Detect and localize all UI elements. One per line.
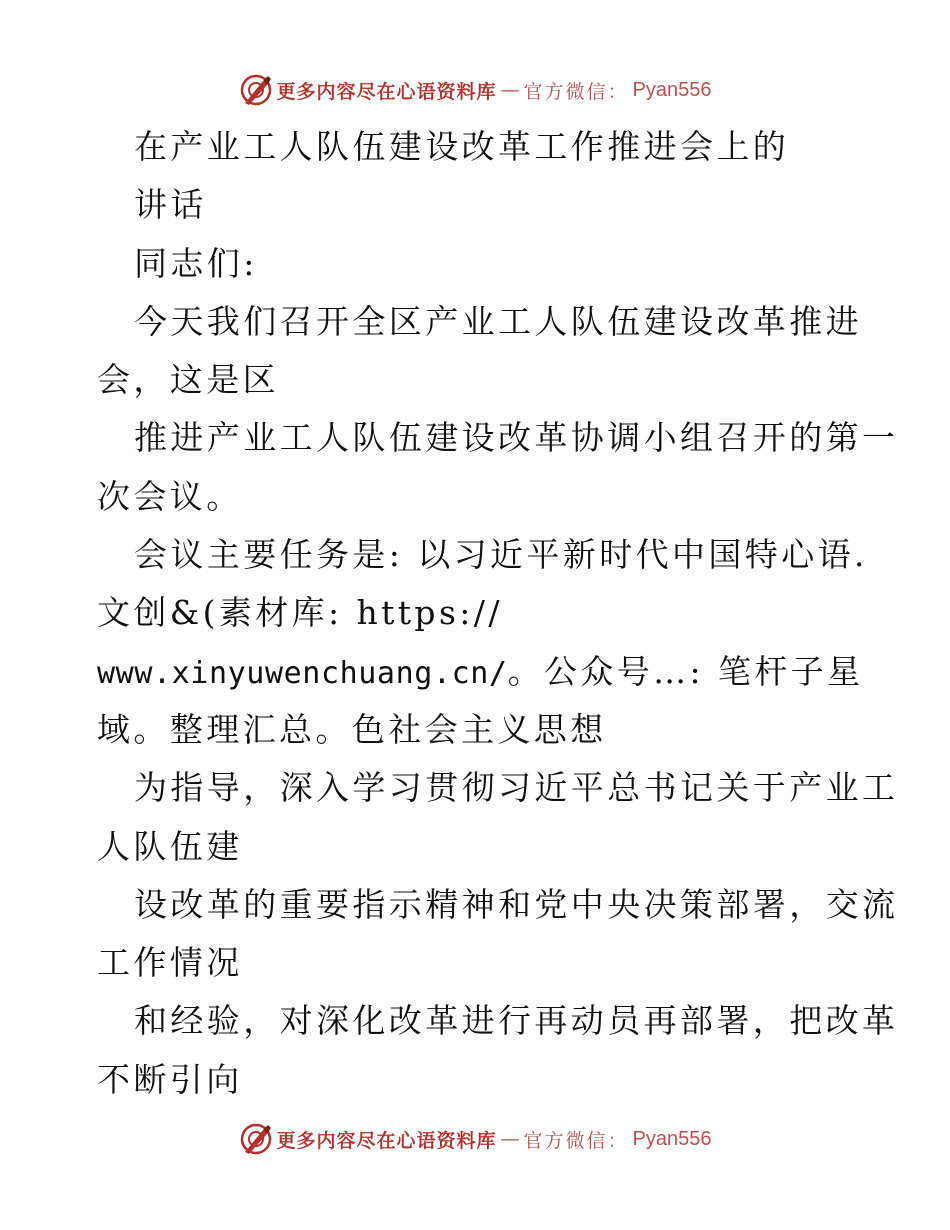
paragraph-line-rest: 。公众号…: 笔杆子星 <box>507 651 864 691</box>
watermark-dash: — <box>500 1128 520 1150</box>
watermark-wechat-id: Pyan556 <box>632 78 712 101</box>
paragraph-line: 会，这是区 <box>97 360 279 400</box>
paragraph-line-url <box>97 643 864 701</box>
paragraph-line: 次会议。 <box>97 476 243 516</box>
website-url-text: www.xinyuwenchuang.cn/ <box>97 655 508 691</box>
paragraph-line: 文创&(素材库: https:// <box>97 593 503 633</box>
paragraph-line: 域。整理汇总。色社会主义思想 <box>97 709 607 749</box>
paragraph-line: 推进产业工人队伍建设改革协调小组召开的第一 <box>134 418 899 458</box>
watermark-official-label: 官方微信： <box>523 80 629 103</box>
watermark-banner-top <box>0 72 950 108</box>
pen-logo-icon <box>239 1122 273 1156</box>
salutation: 同志们: <box>134 243 258 283</box>
paragraph-line: 为指导，深入学习贯彻习近平总书记关于产业工 <box>134 768 899 808</box>
paragraph-line: 人队伍建 <box>97 826 243 866</box>
paragraph-line: 今天我们召开全区产业工人队伍建设改革推进 <box>134 301 862 341</box>
watermark-banner-bottom <box>0 1121 950 1157</box>
paragraph-line: 工作情况 <box>97 943 243 983</box>
watermark-brand-text: 更多内容尽在心语资料库 <box>276 1129 497 1152</box>
document-title-line-2: 讲话 <box>134 185 207 225</box>
watermark-dash: — <box>500 79 520 101</box>
paragraph-line: 会议主要任务是: 以习近平新时代中国特心语. <box>134 535 868 575</box>
watermark-official-label: 官方微信： <box>523 1129 629 1152</box>
paragraph-line: 不断引向 <box>97 1059 243 1099</box>
paragraph-line: 设改革的重要指示精神和党中央决策部署，交流 <box>134 884 899 924</box>
paragraph-line: 和经验，对深化改革进行再动员再部署，把改革 <box>134 1001 899 1041</box>
document-title-line-1: 在产业工人队伍建设改革工作推进会上的 <box>134 127 790 166</box>
watermark-brand-text: 更多内容尽在心语资料库 <box>276 80 497 103</box>
document-body <box>97 118 899 1109</box>
pen-logo-icon <box>239 73 273 107</box>
watermark-wechat-id: Pyan556 <box>632 1127 712 1150</box>
